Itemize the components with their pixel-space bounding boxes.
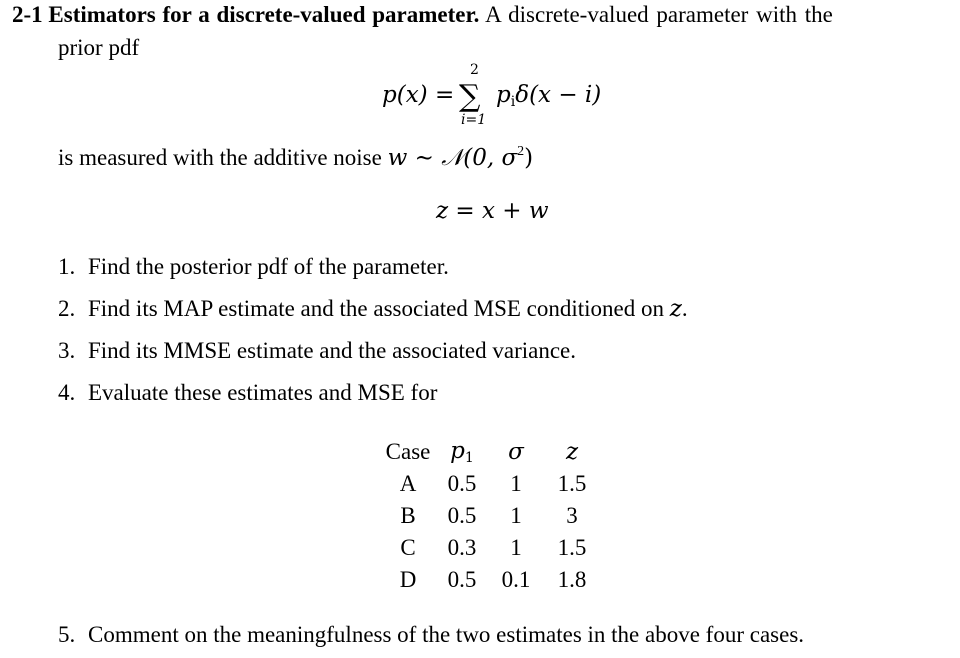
header-p-symbol: p xyxy=(450,438,465,464)
cell-p1: 0.5 xyxy=(447,567,477,592)
sigma-sum-icon: ∑ xyxy=(459,79,481,114)
item-text: Evaluate these estimates and MSE for xyxy=(88,380,438,405)
summand-p: p xyxy=(496,82,511,108)
summand-delta: δ(x − i) xyxy=(515,82,602,108)
table-row xyxy=(382,500,602,532)
distribution-close: ) xyxy=(524,145,534,171)
table-row xyxy=(382,468,602,500)
cell-case: B xyxy=(400,503,416,528)
item-text: Find the posterior pdf of the parameter. xyxy=(88,254,449,279)
cases-table xyxy=(382,436,602,596)
item-text: Find its MMSE estimate and the associated variance. xyxy=(88,338,576,363)
summation-lower-limit: i=1 xyxy=(461,112,487,128)
cell-case: C xyxy=(400,535,416,560)
table-row xyxy=(382,564,602,596)
header-z: z xyxy=(565,439,579,465)
noise-statement xyxy=(58,144,533,171)
header-p1 xyxy=(434,436,490,468)
item-number: 5. xyxy=(58,622,76,647)
item-variable: z xyxy=(669,296,682,322)
item-text: Find its MAP estimate and the associated MSE conditioned on xyxy=(88,296,670,321)
table-header-row xyxy=(382,436,602,468)
cell-z: 1.8 xyxy=(557,567,587,592)
problem-heading xyxy=(12,2,833,28)
cell-p1: 0.5 xyxy=(447,471,477,496)
cell-z: 1.5 xyxy=(557,535,587,560)
normal-distribution: 𝒩(0, σ xyxy=(441,145,518,171)
list-item xyxy=(58,296,688,322)
item-period: . xyxy=(681,296,688,321)
problem-intro-continued: prior pdf xyxy=(58,35,140,60)
list-item xyxy=(58,338,576,364)
prior-equation-lhs: p(x) = xyxy=(382,82,455,108)
problem-number: 2-1 xyxy=(12,2,43,27)
cell-z: 1.5 xyxy=(557,471,587,496)
problem-intro: A discrete-valued parameter with the xyxy=(485,2,833,27)
cell-sigma: 0.1 xyxy=(501,567,531,592)
cell-sigma: 1 xyxy=(510,471,522,496)
cell-sigma: 1 xyxy=(510,535,522,560)
distributed-as: ∼ xyxy=(407,145,442,171)
table-row xyxy=(382,532,602,564)
cell-p1: 0.5 xyxy=(447,503,477,528)
item-text: Comment on the meaningfulness of the two estimates in the above four cases. xyxy=(88,622,805,647)
item-number: 2. xyxy=(58,296,76,321)
cell-case: A xyxy=(399,471,417,496)
list-item xyxy=(58,622,804,648)
list-item xyxy=(58,254,449,280)
cell-p1: 0.3 xyxy=(447,535,477,560)
prior-equation-summand xyxy=(496,82,601,110)
cell-z: 3 xyxy=(566,503,578,528)
variance-exponent: 2 xyxy=(517,144,525,159)
header-p-subscript: 1 xyxy=(464,450,474,466)
item-number: 3. xyxy=(58,338,76,363)
noise-text: is measured with the additive noise xyxy=(58,145,388,170)
header-sigma: σ xyxy=(508,439,524,465)
header-case: Case xyxy=(385,439,431,464)
list-item xyxy=(58,380,437,406)
problem-title: Estimators for a discrete-valued parameter. xyxy=(48,2,480,27)
cell-sigma: 1 xyxy=(510,503,522,528)
item-number: 4. xyxy=(58,380,76,405)
summand-subscript: i xyxy=(510,94,516,110)
measurement-equation: z = x + w xyxy=(436,198,549,224)
item-number: 1. xyxy=(58,254,76,279)
noise-variable: w xyxy=(387,145,408,171)
summation-symbol xyxy=(454,62,500,132)
cell-case: D xyxy=(399,567,417,592)
summation-upper-limit: 2 xyxy=(470,62,479,78)
